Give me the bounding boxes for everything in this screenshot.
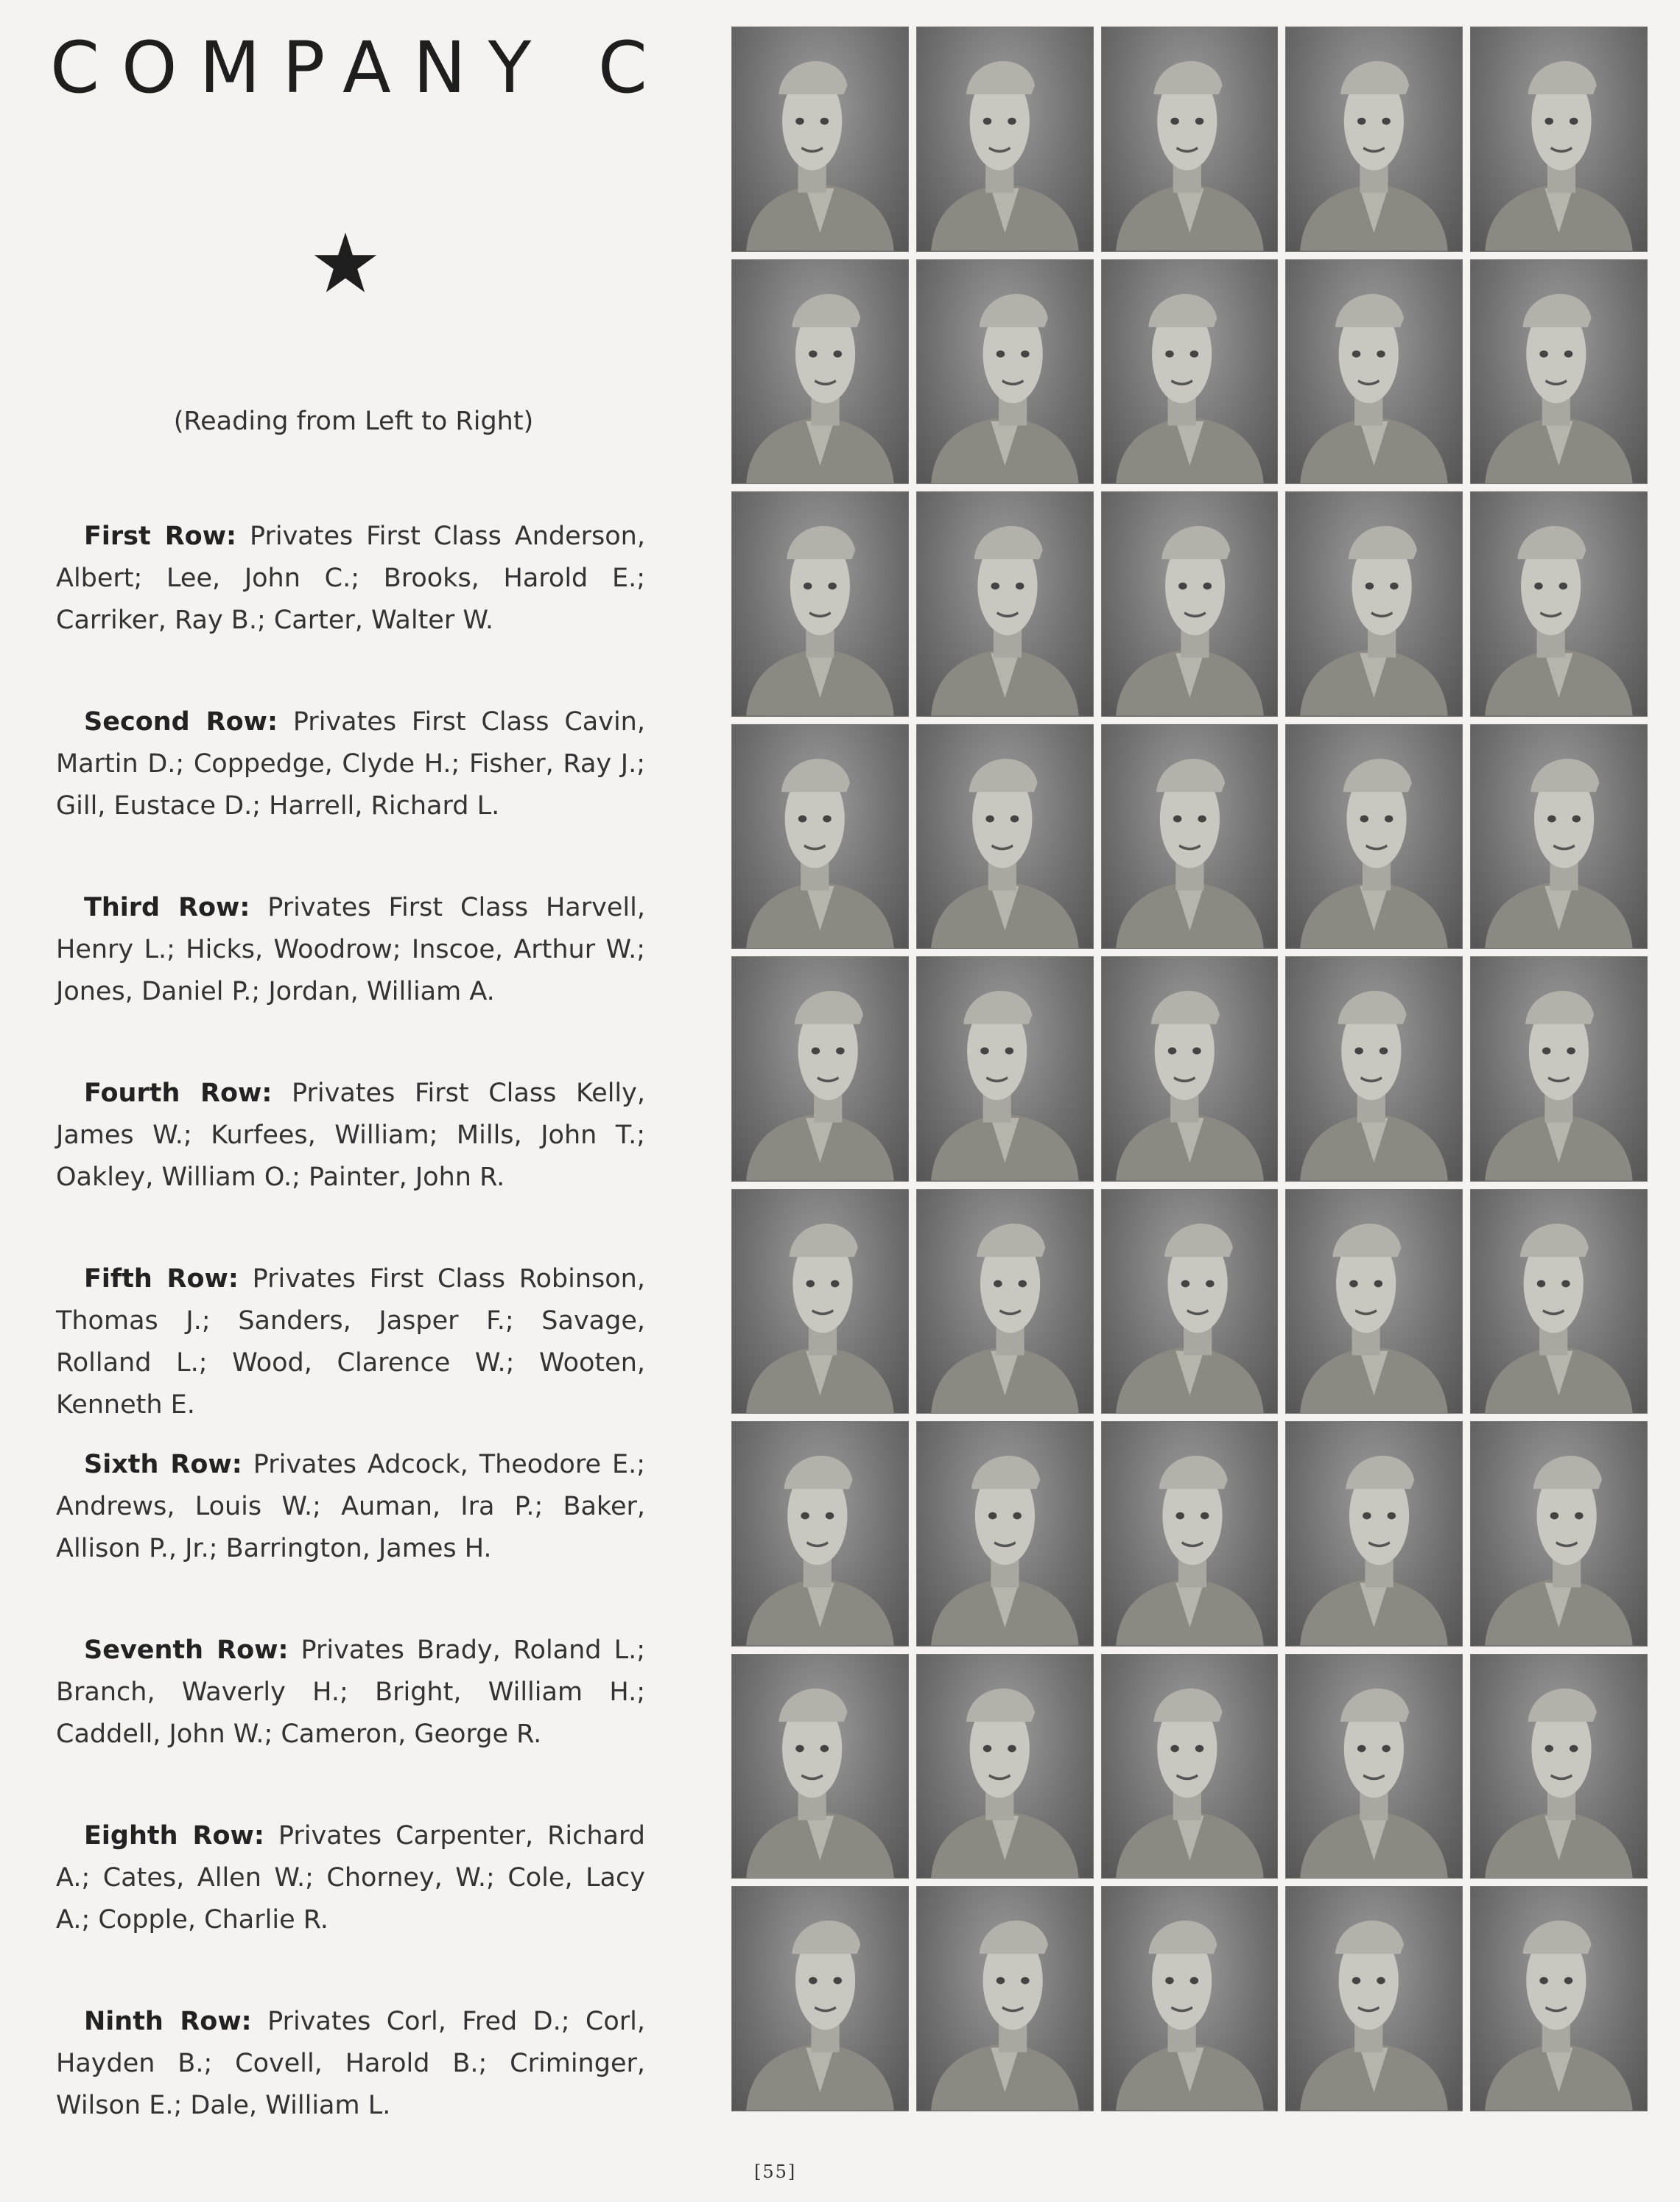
portrait-row8-col4 bbox=[1285, 1654, 1463, 1879]
portrait-row2-col5 bbox=[1470, 259, 1648, 485]
soldier-portrait-icon bbox=[1471, 725, 1647, 949]
page-number: [55] bbox=[754, 2161, 797, 2182]
row-label: Eighth Row: bbox=[84, 1821, 264, 1851]
portrait-row7-col1 bbox=[731, 1421, 909, 1647]
soldier-portrait-icon bbox=[917, 1655, 1093, 1879]
row-names: Privates Corl, Fred D.; Corl, Hayden B.; Covell, Harold B.; Criminger, Wilson E.; Dale, William L. bbox=[56, 2007, 645, 2120]
portrait-row2-col3 bbox=[1101, 259, 1279, 485]
soldier-portrait-icon bbox=[732, 1887, 908, 2111]
soldier-portrait-icon bbox=[1286, 725, 1462, 949]
soldier-portrait-icon bbox=[732, 1655, 908, 1879]
portrait-row3-col4 bbox=[1285, 491, 1463, 717]
soldier-portrait-icon bbox=[1102, 957, 1278, 1181]
portrait-row9-col4 bbox=[1285, 1886, 1463, 2111]
row-caption-5 bbox=[56, 1258, 645, 1426]
row-label: Second Row: bbox=[84, 707, 278, 737]
portrait-row4-col3 bbox=[1101, 724, 1279, 950]
portrait-row5-col4 bbox=[1285, 956, 1463, 1182]
soldier-portrait-icon bbox=[1286, 1655, 1462, 1879]
portrait-row4-col1 bbox=[731, 724, 909, 950]
row-label: Sixth Row: bbox=[84, 1450, 242, 1479]
row-names: Privates First Class Robinson, Thomas J.; Sanders, Jasper F.; Savage, Rolland L.; Wood, Clarence W.; Wooten, Kenneth E. bbox=[56, 1264, 645, 1420]
portrait-row5-col3 bbox=[1101, 956, 1279, 1182]
soldier-portrait-icon bbox=[1286, 1887, 1462, 2111]
soldier-portrait-icon bbox=[1471, 260, 1647, 484]
row-caption-1 bbox=[56, 516, 645, 642]
row-caption-4 bbox=[56, 1073, 645, 1199]
soldier-portrait-icon bbox=[1471, 1422, 1647, 1646]
portrait-row4-col4 bbox=[1285, 724, 1463, 950]
soldier-portrait-icon bbox=[1102, 1655, 1278, 1879]
portrait-row3-col5 bbox=[1470, 491, 1648, 717]
portrait-row1-col1 bbox=[731, 27, 909, 252]
soldier-portrait-icon bbox=[732, 725, 908, 949]
soldier-portrait-icon bbox=[1286, 1190, 1462, 1414]
portrait-row3-col3 bbox=[1101, 491, 1279, 717]
soldier-portrait-icon bbox=[732, 260, 908, 484]
row-label: Fourth Row: bbox=[84, 1079, 273, 1108]
portrait-row3-col1 bbox=[731, 491, 909, 717]
portrait-row7-col4 bbox=[1285, 1421, 1463, 1647]
soldier-portrait-icon bbox=[1471, 1655, 1647, 1879]
row-caption-9 bbox=[56, 2001, 645, 2127]
portrait-row1-col4 bbox=[1285, 27, 1463, 252]
soldier-portrait-icon bbox=[732, 492, 908, 716]
soldier-portrait-icon bbox=[1471, 957, 1647, 1181]
row-names: Privates Carpenter, Richard A.; Cates, Allen W.; Chorney, W.; Cole, Lacy A.; Copple, Charlie R. bbox=[56, 1821, 645, 1935]
portrait-row2-col4 bbox=[1285, 259, 1463, 485]
portrait-row8-col3 bbox=[1101, 1654, 1279, 1879]
portrait-row9-col2 bbox=[916, 1886, 1094, 2111]
soldier-portrait-icon bbox=[1286, 1422, 1462, 1646]
soldier-portrait-icon bbox=[1102, 27, 1278, 251]
portrait-row1-col5 bbox=[1470, 27, 1648, 252]
portrait-row6-col5 bbox=[1470, 1189, 1648, 1414]
soldier-portrait-icon bbox=[917, 725, 1093, 949]
row-caption-3 bbox=[56, 887, 645, 1013]
portrait-row6-col3 bbox=[1101, 1189, 1279, 1414]
soldier-portrait-icon bbox=[1102, 492, 1278, 716]
soldier-portrait-icon bbox=[732, 27, 908, 251]
soldier-portrait-icon bbox=[1471, 27, 1647, 251]
soldier-portrait-icon bbox=[1471, 1887, 1647, 2111]
soldier-portrait-icon bbox=[1286, 957, 1462, 1181]
row-label: Fifth Row: bbox=[84, 1264, 239, 1294]
portrait-row3-col2 bbox=[916, 491, 1094, 717]
soldier-portrait-icon bbox=[732, 1190, 908, 1414]
soldier-portrait-icon bbox=[1102, 1190, 1278, 1414]
soldier-portrait-icon bbox=[917, 1887, 1093, 2111]
portrait-row7-col3 bbox=[1101, 1421, 1279, 1647]
row-names: Privates Brady, Roland L.; Branch, Waverly H.; Bright, William H.; Caddell, John W.; Cameron, George R. bbox=[56, 1635, 645, 1749]
row-names: Privates First Class Cavin, Martin D.; Coppedge, Clyde H.; Fisher, Ray J.; Gill, Eustace D.; Harrell, Richard L. bbox=[56, 707, 645, 821]
soldier-portrait-icon bbox=[1471, 1190, 1647, 1414]
portrait-row2-col2 bbox=[916, 259, 1094, 485]
portrait-row1-col2 bbox=[916, 27, 1094, 252]
row-names: Privates First Class Harvell, Henry L.; Hicks, Woodrow; Inscoe, Arthur W.; Jones, Daniel P.; Jordan, William A. bbox=[56, 893, 645, 1006]
soldier-portrait-icon bbox=[1102, 1887, 1278, 2111]
row-label: First Row: bbox=[84, 522, 237, 551]
portrait-row8-col1 bbox=[731, 1654, 909, 1879]
row-caption-6 bbox=[56, 1444, 645, 1570]
row-caption-2 bbox=[56, 701, 645, 827]
row-names: Privates First Class Anderson, Albert; Lee, John C.; Brooks, Harold E.; Carriker, Ray B.; Carter, Walter W. bbox=[56, 522, 645, 635]
row-label: Seventh Row: bbox=[84, 1635, 289, 1665]
row-caption-8 bbox=[56, 1815, 645, 1941]
soldier-portrait-icon bbox=[1102, 1422, 1278, 1646]
portrait-row5-col2 bbox=[916, 956, 1094, 1182]
portrait-row2-col1 bbox=[731, 259, 909, 485]
portrait-row5-col5 bbox=[1470, 956, 1648, 1182]
portrait-row8-col5 bbox=[1470, 1654, 1648, 1879]
soldier-portrait-icon bbox=[1471, 492, 1647, 716]
row-names: Privates First Class Kelly, James W.; Kurfees, William; Mills, John T.; Oakley, William O.; Painter, John R. bbox=[56, 1079, 645, 1192]
page-title: COMPANY C bbox=[50, 27, 669, 109]
soldier-portrait-icon bbox=[1286, 27, 1462, 251]
portrait-row6-col2 bbox=[916, 1189, 1094, 1414]
row-label: Ninth Row: bbox=[84, 2007, 252, 2036]
portrait-row9-col5 bbox=[1470, 1886, 1648, 2111]
soldier-portrait-icon bbox=[917, 957, 1093, 1181]
soldier-portrait-icon bbox=[732, 1422, 908, 1646]
star-icon bbox=[312, 230, 379, 296]
soldier-portrait-icon bbox=[1102, 260, 1278, 484]
row-label: Third Row: bbox=[84, 893, 250, 922]
portrait-row7-col5 bbox=[1470, 1421, 1648, 1647]
caption-column bbox=[0, 0, 707, 2202]
portrait-row9-col3 bbox=[1101, 1886, 1279, 2111]
reading-direction-note: (Reading from Left to Right) bbox=[173, 407, 534, 436]
soldier-portrait-icon bbox=[1102, 725, 1278, 949]
soldier-portrait-icon bbox=[732, 957, 908, 1181]
soldier-portrait-icon bbox=[917, 27, 1093, 251]
soldier-portrait-icon bbox=[1286, 260, 1462, 484]
soldier-portrait-icon bbox=[917, 1190, 1093, 1414]
portrait-row6-col4 bbox=[1285, 1189, 1463, 1414]
soldier-portrait-icon bbox=[917, 492, 1093, 716]
portrait-row8-col2 bbox=[916, 1654, 1094, 1879]
row-names: Privates Adcock, Theodore E.; Andrews, Louis W.; Auman, Ira P.; Baker, Allison P., Jr.; Barrington, James H. bbox=[56, 1450, 645, 1563]
portrait-row1-col3 bbox=[1101, 27, 1279, 252]
soldier-portrait-icon bbox=[1286, 492, 1462, 716]
portrait-row5-col1 bbox=[731, 956, 909, 1182]
portrait-row9-col1 bbox=[731, 1886, 909, 2111]
portrait-row6-col1 bbox=[731, 1189, 909, 1414]
soldier-portrait-icon bbox=[917, 260, 1093, 484]
portrait-row4-col2 bbox=[916, 724, 1094, 950]
portrait-row7-col2 bbox=[916, 1421, 1094, 1647]
soldier-portrait-icon bbox=[917, 1422, 1093, 1646]
portrait-row4-col5 bbox=[1470, 724, 1648, 950]
portrait-grid bbox=[731, 27, 1648, 2111]
row-caption-7 bbox=[56, 1630, 645, 1756]
